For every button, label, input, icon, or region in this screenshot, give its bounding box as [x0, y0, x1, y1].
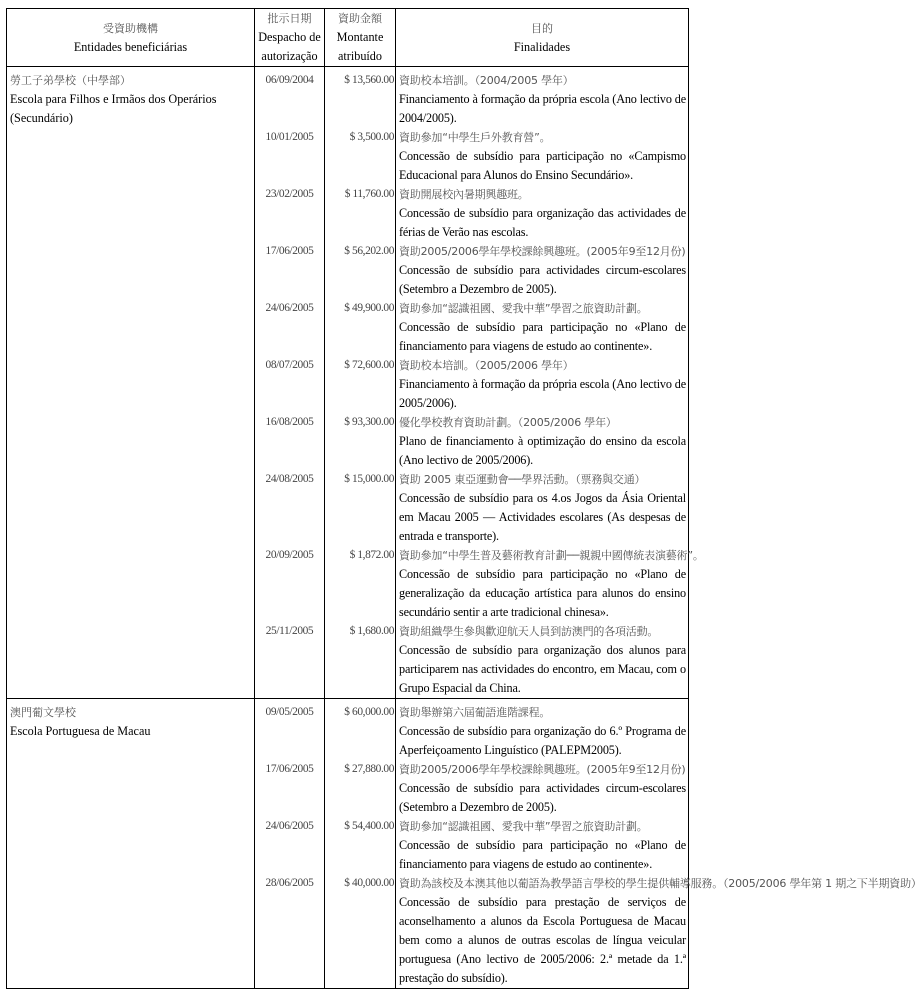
approval-date: 10/01/2005 [265, 131, 314, 143]
header-entities-pt: Entidades beneficiárias [73, 39, 188, 54]
entity-section [7, 67, 689, 699]
purpose-pt: Financiamento à formação da própria escola (Ano lectivo de 2004/2005). [399, 92, 686, 125]
purpose-pt: Concessão de subsídio para organização dos alunos para participarem nas actividades do encontro, em Macau, com o Grupo Espacial da China. [399, 643, 686, 695]
purpose-zh: 資助為該校及本澳其他以葡語為教學語言學校的學生提供輔導服務。（2005/2006 學年第 1 期之下半期資助） [399, 877, 922, 890]
purpose-zh: 資助2005/2006學年學校課餘興趣班。(2005年9至12月份) [399, 245, 686, 258]
purpose-zh: 資助參加“認識祖國、愛我中華”學習之旅資助計劃。 [399, 302, 648, 315]
purpose-pt: Concessão de subsídio para participação no «Plano de financiamento para viagens de estudo ao continente». [399, 838, 686, 871]
purpose-pt: Concessão de subsídio para participação no «Campismo Educacional para Alunos do Ensino Secundário». [399, 149, 686, 182]
header-purpose [396, 9, 689, 67]
purpose-pt: Concessão de subsídio para participação no «Plano de generalização da educação artística para alunos do ensino secundário sentir a arte tradicional chinesa». [399, 567, 686, 619]
approval-date: 24/06/2005 [265, 820, 314, 832]
amount-cell [325, 699, 396, 989]
header-amount-zh: 資助金額 [338, 12, 382, 25]
amount-value: $ 49,900.00 [344, 302, 394, 314]
table-header-row [7, 9, 689, 67]
purpose-zh: 資助校本培訓。（2005/2006 學年） [399, 359, 574, 372]
approval-date: 23/02/2005 [265, 188, 314, 200]
amount-value: $ 40,000.00 [344, 877, 394, 889]
amount-value: $ 15,000.00 [344, 473, 394, 485]
purpose-entry [396, 817, 688, 874]
purpose-zh: 資助舉辦第六屆葡語進階課程。 [399, 706, 551, 719]
purpose-entry [396, 622, 688, 698]
amount-value: $ 27,880.00 [344, 763, 394, 775]
purpose-entry [396, 299, 688, 356]
purpose-zh: 資助參加“中學生戶外教育營”。 [399, 131, 551, 144]
amount-value: $ 1,872.00 [349, 549, 394, 561]
purpose-entry [396, 760, 688, 817]
purpose-entry [396, 546, 704, 622]
amount-value: $ 11,760.00 [344, 188, 394, 200]
purpose-zh: 資助2005/2006學年學校課餘興趣班。(2005年9至12月份) [399, 763, 686, 776]
purpose-cell [396, 699, 922, 989]
purpose-pt: Concessão de subsídio para organização das actividades de férias de Verão nas escolas. [399, 206, 686, 239]
amount-value: $ 1,680.00 [349, 625, 394, 637]
purpose-entry [396, 128, 688, 185]
purpose-cell [396, 67, 704, 699]
purpose-pt: Concessão de subsídio para actividades circum-escolares (Setembro a Dezembro de 2005). [399, 781, 686, 814]
approval-date: 16/08/2005 [265, 416, 314, 428]
amount-value: $ 93,300.00 [344, 416, 394, 428]
purpose-pt: Plano de financiamento à optimização do ensino da escola (Ano lectivo de 2005/2006). [399, 434, 686, 467]
header-date-zh: 批示日期 [267, 12, 312, 25]
amount-value: $ 72,600.00 [344, 359, 394, 371]
purpose-zh: 資助 2005 東亞運動會──學界活動。（票務與交通） [399, 473, 646, 486]
header-amount-pt-1: Montante [336, 30, 384, 44]
amount-value: $ 54,400.00 [344, 820, 394, 832]
purpose-entry [396, 413, 688, 470]
purpose-pt: Concessão de subsídio para actividades circum-escolares (Setembro a Dezembro de 2005). [399, 263, 686, 296]
approval-date: 28/06/2005 [265, 877, 314, 889]
purpose-pt: Concessão de subsídio para organização do 6.º Programa de Aperfeiçoamento Linguístico (PALEPM2005). [399, 724, 686, 757]
amount-value: $ 13,560.00 [344, 74, 394, 86]
entity-name-pt: Escola Portuguesa de Macau [10, 724, 151, 738]
approval-date: 09/05/2005 [265, 706, 314, 718]
purpose-pt: Financiamento à formação da própria escola (Ano lectivo de 2005/2006). [399, 377, 686, 410]
entity-name-zh: 勞工子弟學校（中學部） [10, 74, 131, 87]
purpose-entry [396, 470, 688, 546]
purpose-entry [396, 71, 688, 128]
amount-value: $ 60,000.00 [344, 706, 394, 718]
purpose-entry [396, 874, 922, 988]
header-purpose-zh: 目的 [531, 21, 553, 35]
amount-cell [325, 67, 396, 699]
purpose-entry [396, 703, 688, 760]
amount-value: $ 56,202.00 [344, 245, 394, 257]
header-entities-zh: 受資助機構 [103, 21, 158, 35]
purpose-zh: 優化學校教育資助計劃。（2005/2006 學年） [399, 416, 617, 429]
approval-date: 08/07/2005 [265, 359, 314, 371]
approval-date: 24/08/2005 [265, 473, 314, 485]
entity-section [7, 699, 689, 989]
purpose-zh: 資助組織學生參與歡迎航天人員到訪澳門的各項活動。 [399, 625, 659, 638]
purpose-entry [396, 356, 688, 413]
subsidy-table [6, 8, 922, 989]
approval-date: 24/06/2005 [265, 302, 314, 314]
date-cell [255, 699, 325, 989]
header-amount [325, 9, 396, 67]
header-date-pt-1: Despacho de [258, 30, 321, 44]
approval-date: 25/11/2005 [265, 625, 314, 637]
purpose-zh: 資助參加“認識祖國、愛我中華”學習之旅資助計劃。 [399, 820, 648, 833]
purpose-entry [396, 185, 688, 242]
entity-cell [7, 699, 255, 989]
approval-date: 06/09/2004 [265, 74, 314, 86]
header-date-pt-2: autorização [261, 49, 318, 63]
entity-name-pt: Escola para Filhos e Irmãos dos Operários (Secundário) [10, 92, 217, 125]
purpose-entry [396, 242, 688, 299]
amount-value: $ 3,500.00 [349, 131, 394, 143]
header-entities [7, 9, 255, 67]
date-cell [255, 67, 325, 699]
approval-date: 17/06/2005 [265, 245, 314, 257]
header-purpose-pt: Finalidades [513, 39, 571, 54]
entity-name-zh: 澳門葡文學校 [10, 706, 76, 719]
purpose-zh: 資助參加“中學生普及藝術教育計劃──親親中國傳統表演藝術”。 [399, 549, 704, 562]
approval-date: 17/06/2005 [265, 763, 314, 775]
header-amount-pt-2: atribuído [337, 49, 382, 63]
purpose-zh: 資助開展校內暑期興趣班。 [399, 188, 529, 201]
purpose-zh: 資助校本培訓。（2004/2005 學年） [399, 74, 574, 87]
purpose-pt: Concessão de subsídio para prestação de serviços de aconselhamento a alunos da Escola Portuguesa de Macau bem como a alunos de outras escolas de língua veicular portuguesa (Ano lectivo de 2005/2006: 2.ª metade da 1.ª prestação do subsídio). [399, 895, 686, 985]
approval-date: 20/09/2005 [265, 549, 314, 561]
header-date [255, 9, 325, 67]
purpose-pt: Concessão de subsídio para participação no «Plano de financiamento para viagens de estudo ao continente». [399, 320, 686, 353]
entity-cell [7, 67, 255, 699]
purpose-pt: Concessão de subsídio para os 4.os Jogos da Ásia Oriental em Macau 2005 — Actividades escolares (As despesas de entrada e transporte). [399, 491, 686, 543]
